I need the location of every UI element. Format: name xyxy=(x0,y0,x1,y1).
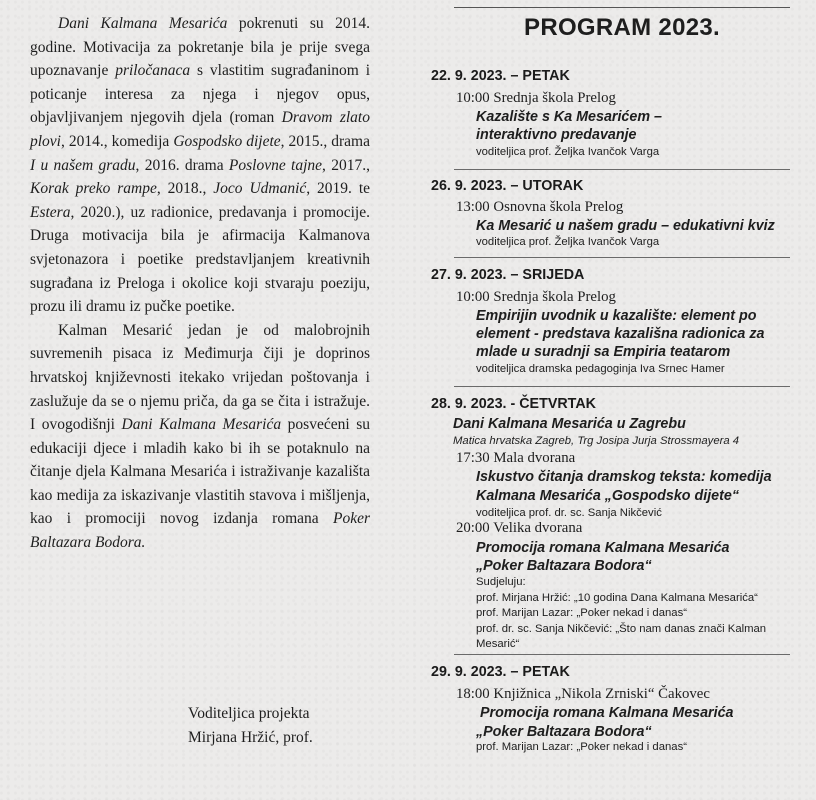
italic-title: Poker Baltazara Bodora. xyxy=(30,510,370,552)
day-separator xyxy=(454,257,790,258)
program-day-date: 22. 9. 2023. – PETAK xyxy=(431,68,570,84)
event-note: Matica hrvatska Zagreb, Trg Josipa Jurja Strossmayera 4 xyxy=(453,435,740,447)
event-time-venue: 20:00 Velika dvorana xyxy=(456,520,583,536)
italic-title: Gospodsko dijete xyxy=(173,132,281,150)
italic-title: Dani Kalmana Mesarića xyxy=(58,15,228,32)
text-run: , 2014., komedija xyxy=(61,132,174,150)
event-time-venue: 10:00 Srednja škola Prelog xyxy=(456,289,616,305)
event-note: prof. Mirjana Hržić: „10 godina Dana Kalmana Mesarića“ xyxy=(476,592,758,604)
program-day-date: 26. 9. 2023. – UTORAK xyxy=(431,178,584,194)
italic-title: Korak preko rampe xyxy=(30,180,157,198)
event-title: Kalmana Mesarića „Gospodsko dijete“ xyxy=(476,488,739,504)
event-title: „Poker Baltazara Bodora“ xyxy=(476,558,652,574)
text-run: Kalman Mesarić jedan je od malobrojnih suvremenih pisaca iz Međimurja čiji je doprinos hrvatskoj književnosti itekako vrijedan poštovanja i zaslužuje da se o njemu priča, da ga se čita i istražuje. I ovogodišnji xyxy=(30,321,370,434)
text-run: pokrenuti su 2014. godine. Motivacija za pokretanje bila je prije svega upoznavanje xyxy=(30,15,370,80)
intro-text xyxy=(30,12,370,555)
event-note: prof. dr. sc. Sanja Nikčević: „Što nam danas znači Kalman xyxy=(476,623,767,635)
event-title: mlade u suradnji sa Empiria teatarom xyxy=(476,344,731,360)
italic-title: Dani Kalmana Mesarića xyxy=(121,416,282,434)
italic-title: I u našem gradu xyxy=(30,156,136,174)
signature-role: Voditeljica projekta xyxy=(188,705,310,722)
event-note: voditeljica prof. dr. sc. Sanja Nikčević xyxy=(476,507,662,519)
signature-name: Mirjana Hržić, prof. xyxy=(188,728,313,746)
day-separator xyxy=(454,169,790,170)
text-run: , 2017., xyxy=(322,156,370,174)
italic-title: priločanaca xyxy=(115,62,191,80)
event-title: Ka Mesarić u našem gradu – edukativni kviz xyxy=(476,218,775,234)
event-time-venue: 10:00 Srednja škola Prelog xyxy=(456,90,616,106)
text-run: , 2015., drama xyxy=(280,132,370,150)
program-day-date: 27. 9. 2023. – SRIJEDA xyxy=(431,267,585,283)
event-time-venue: 13:00 Osnovna škola Prelog xyxy=(456,199,624,215)
text-run: posvećeni su edukaciji djece i mladih kako bi ih se potaknulo na čitanje djela Kalmana Mesarića i istraživanje kazališta kao medija za iskazivanje vlastitih stavova i mišljenja, kao i promociji novog izdanja romana xyxy=(30,416,370,528)
intro-paragraph xyxy=(30,12,370,319)
italic-title: Dravom zlato plovi xyxy=(30,109,370,150)
event-note: voditeljica dramska pedagoginja Iva Srnec Hamer xyxy=(476,363,725,375)
text-run: , 2016. drama xyxy=(135,156,229,174)
intro-paragraph xyxy=(30,319,370,555)
text-run: s vlastitim sugrađaninom i poticanje interesa za njega i njegov opus, objavljivanjem njegovih djela (roman xyxy=(30,62,371,127)
event-title: Promocija romana Kalmana Mesarića xyxy=(480,705,734,721)
event-note: Mesarić“ xyxy=(476,638,520,650)
event-note: Sudjeluju: xyxy=(476,576,526,588)
top-rule xyxy=(454,7,790,8)
program-title: PROGRAM 2023. xyxy=(524,14,720,41)
event-title: interaktivno predavanje xyxy=(476,127,637,143)
text-run: , 2020.), uz radionice, predavanja i promocije. Druga motivacija bila je afirmacija Kalmanova svjetonazora i poetike predstavljanjem kreativnih sugrađana iz Preloga i okolice koji stvaraju poeziju, prozu ili dramu iz pučke poetike. xyxy=(30,203,370,316)
event-title: Dani Kalmana Mesarića u Zagrebu xyxy=(453,416,686,432)
program-day-date: 29. 9. 2023. – PETAK xyxy=(431,664,570,680)
program-day-date: 28. 9. 2023. - ČETVRTAK xyxy=(431,396,597,412)
event-title: Promocija romana Kalmana Mesarića xyxy=(476,540,730,556)
text-run: , 2019. te xyxy=(306,180,371,198)
event-title: „Poker Baltazara Bodora“ xyxy=(476,724,652,740)
event-title: element - predstava kazališna radionica za xyxy=(476,326,765,342)
event-note: voditeljica prof. Željka Ivančok Varga xyxy=(476,146,660,158)
event-time-venue: 17:30 Mala dvorana xyxy=(456,450,576,466)
event-time-venue: 18:00 Knjižnica „Nikola Zrniski“ Čakovec xyxy=(456,686,710,702)
event-note: voditeljica prof. Željka Ivančok Varga xyxy=(476,236,660,248)
italic-title: Joco Udmanić xyxy=(213,180,307,198)
italic-title: Poslovne tajne xyxy=(228,156,323,174)
event-title: Empirijin uvodnik u kazalište: element po xyxy=(476,308,757,324)
event-note: prof. Marijan Lazar: „Poker nekad i danas“ xyxy=(476,607,687,619)
text-run: , 2018., xyxy=(156,180,214,198)
event-title: Kazalište s Ka Mesarićem – xyxy=(476,109,662,125)
event-title: Iskustvo čitanja dramskog teksta: komedija xyxy=(476,469,772,485)
signature xyxy=(188,702,313,749)
day-separator xyxy=(454,654,790,655)
italic-title: Estera xyxy=(30,203,71,221)
event-note: prof. Marijan Lazar: „Poker nekad i danas“ xyxy=(476,741,687,753)
day-separator xyxy=(454,386,790,387)
